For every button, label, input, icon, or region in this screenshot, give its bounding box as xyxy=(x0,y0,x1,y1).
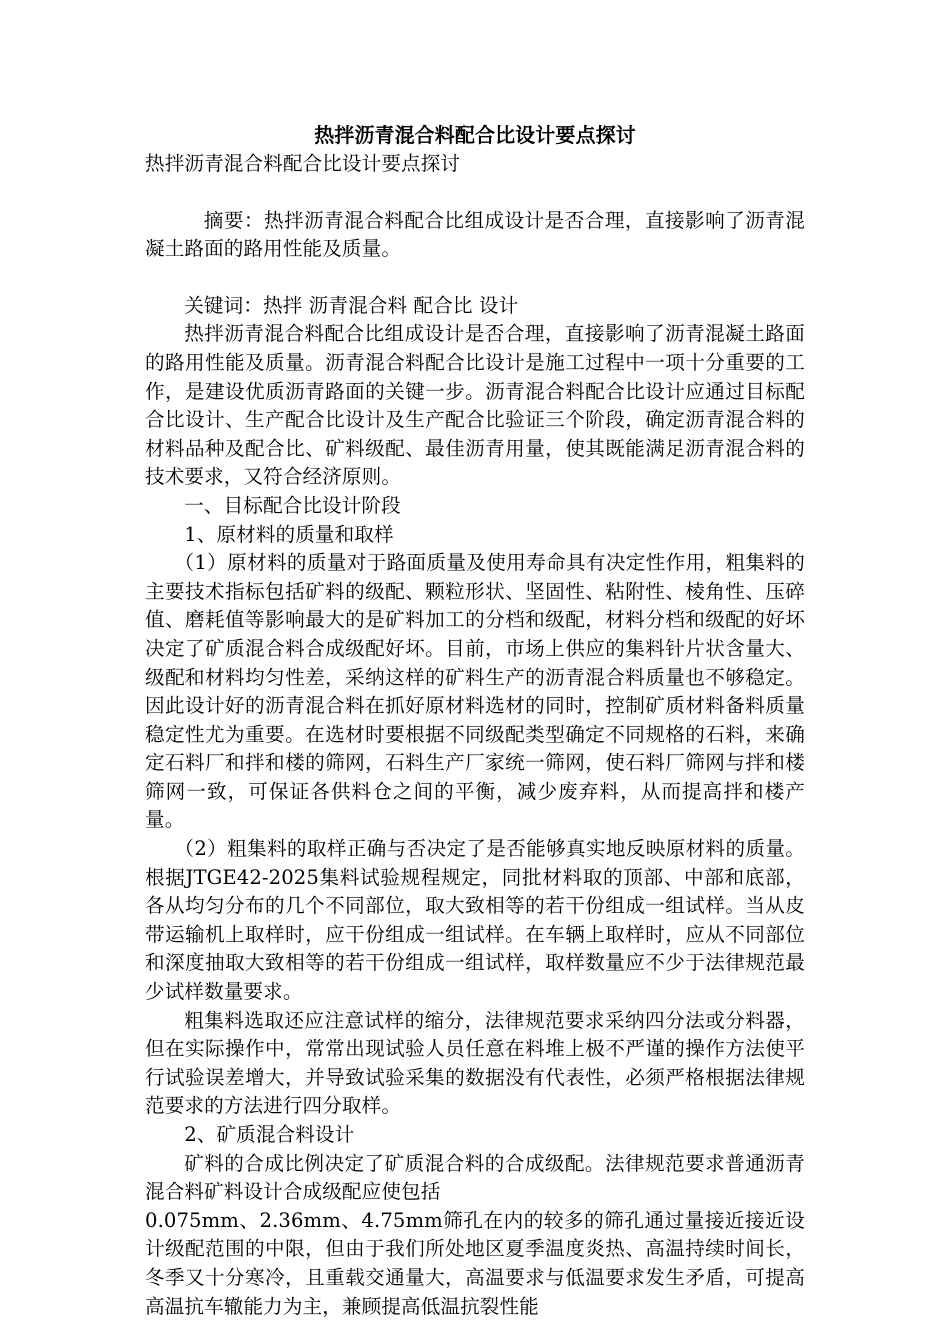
document-body xyxy=(145,120,805,1321)
section-heading-1: 一、目标配合比设计阶段 xyxy=(184,493,401,517)
body-paragraph-4: 矿料的合成比例决定了矿质混合料的合成级配。法律规范要求普通沥青混合料矿料设计合成级配应使包括 xyxy=(145,1151,805,1204)
abstract-paragraph: 摘要：热拌沥青混合料配合比组成设计是否合理，直接影响了沥青混凝土路面的路用性能及质量。 xyxy=(145,208,805,261)
subsection-heading-1: 1、原材料的质量和取样 xyxy=(184,522,394,546)
body-paragraph-intro: 热拌沥青混合料配合比组成设计是否合理，直接影响了沥青混凝土路面的路用性能及质量。沥青混合料配合比设计是施工过程中一项十分重要的工作，是建设优质沥青路面的关键一步。沥青混合料配合比设计应通过目标配合比设计、生产配合比设计及生产配合比验证三个阶段，确定沥青混合料的材料品种及配合比、矿料级配、最佳沥青用量，使其既能满足沥青混合料的技术要求，又符合经济原则。 xyxy=(145,322,805,489)
document-subtitle: 热拌沥青混合料配合比设计要点探讨 xyxy=(145,152,461,175)
document-title: 热拌沥青混合料配合比设计要点探讨 xyxy=(314,123,636,147)
body-paragraph-5: 0.075mm、2.36mm、4.75mm筛孔在内的较多的筛孔通过量接近接近设计级配范围的中限，但由于我们所处地区夏季温度炎热、高温持续时间长，冬季又十分寒冷，且重载交通量大，高温要求与低温要求发生矛盾，可提高高温抗车辙能力为主，兼顾提高低温抗裂性能 xyxy=(145,1208,805,1318)
body-paragraph-1: （1）原材料的质量对于路面质量及使用寿命具有决定性作用，粗集料的主要技术指标包括矿料的级配、颗粒形状、坚固性、粘附性、棱角性、压碎值、磨耗值等影响最大的是矿料加工的分档和级配，材料分档和级配的好坏决定了矿质混合料合成级配好坏。目前，市场上供应的集料针片状含量大、级配和材料均匀性差，采纳这样的矿料生产的沥青混合料质量也不够稳定。因此设计好的沥青混合料在抓好原材料选材的同时，控制矿质材料备料质量稳定性尤为重要。在选材时要根据不同级配类型确定不同规格的石料，来确定石料厂和拌和楼的筛网，石料生产厂家统一筛网，使石料厂筛网与拌和楼筛网一致，可保证各供料仓之间的平衡，减少废弃料，从而提高拌和楼产量。 xyxy=(145,551,805,832)
spacer xyxy=(145,179,805,207)
subsection-heading-2: 2、矿质混合料设计 xyxy=(184,1123,355,1146)
body-paragraph-3: 粗集料选取还应注意试样的缩分，法律规范要求采纳四分法或分料器，但在实际操作中，常常出现试验人员任意在料堆上极不严谨的操作方法使平行试验误差增大，并导致试验采集的数据没有代表性，必须严格根据法律规范要求的方法进行四分取样。 xyxy=(145,1008,805,1118)
keywords-paragraph: 关键词：热拌 沥青混合料 配合比 设计 xyxy=(184,293,519,317)
spacer xyxy=(145,264,805,292)
body-paragraph-2: （2）粗集料的取样正确与否决定了是否能够真实地反映原材料的质量。根据JTGE42-2025集料试验规程规定，同批材料取的顶部、中部和底部，各从均匀分布的几个不同部位，取大致相等的若干份组成一组试样。当从皮带运输机上取样时，应干份组成一组试样。在车辆上取样时，应从不同部位和深度抽取大致相等的若干份组成一组试样，取样数量应不少于法律规范最少试样数量要求。 xyxy=(145,837,805,1004)
